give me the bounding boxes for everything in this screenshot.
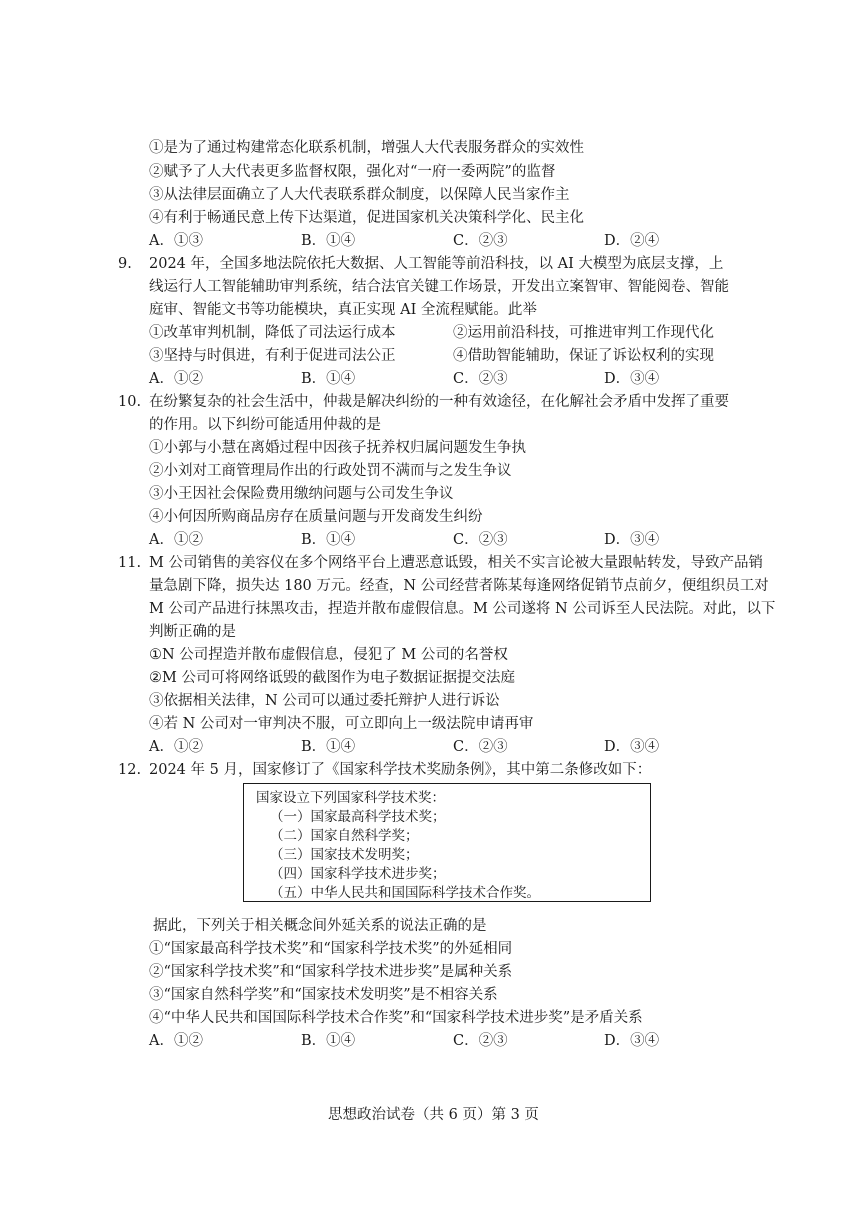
q12-option-c: C．②③ [453,1033,508,1049]
regulation-line-4: （三）国家技术发明奖； [270,847,419,863]
q11-item-3: ③依据相关法律，N 公司可以通过委托辩护人进行诉讼 [149,693,500,709]
q12-option-a: A．①② [149,1033,203,1049]
q9-stem-1: 2024 年，全国多地法院依托大数据、人工智能等前沿科技，以 AI 大模型为底层支撑，上 [149,256,724,272]
q9-option-c: C．②③ [453,371,508,387]
q9-number: 9. [118,256,132,272]
regulation-line-1: 国家设立下列国家科学技术奖： [256,790,445,806]
q12-option-b: B．①④ [301,1033,356,1049]
q11-option-b: B．①④ [301,739,356,755]
q9-option-b: B．①④ [301,371,356,387]
q12-options [0,1031,867,1051]
q11-stem-1: M 公司销售的美容仪在多个网络平台上遭恶意诋毁，相关不实言论被大量跟帖转发，导致产品销 [149,555,763,571]
q11-options [0,737,867,757]
q11-option-d: D．③④ [604,739,660,755]
q10-option-c: C．②③ [453,532,508,548]
q12-item-2: ②“国家科学技术奖”和“国家科学技术进步奖”是属种关系 [149,964,513,980]
q8-item-4: ④有利于畅通民意上传下达渠道，促进国家机关决策科学化、民主化 [149,210,584,226]
regulation-excerpt-box [243,783,651,902]
q9-option-a: A．①② [149,371,203,387]
q10-option-a: A．①② [149,532,203,548]
q9-item-3: ③坚持与时俱进，有利于促进司法公正 [149,348,396,364]
q9-stem-3: 庭审、智能文书等功能模块，真正实现 AI 全流程赋能。此举 [149,302,537,318]
q8-item-3: ③从法律层面确立了人大代表联系群众制度，以保障人民当家作主 [149,187,570,203]
regulation-line-6: （五）中华人民共和国国际科学技术合作奖。 [270,885,540,901]
q10-option-d: D．③④ [604,532,660,548]
q11-stem-4: 判断正确的是 [149,624,236,640]
q11-item-2: ②M 公司可将网络诋毁的截图作为电子数据证据提交法庭 [149,670,515,686]
q9-option-d: D．③④ [604,371,660,387]
q11-item-4: ④若 N 公司对一审判决不服，可立即向上一级法院申请再审 [149,716,534,732]
q11-option-c: C．②③ [453,739,508,755]
q8-option-b: B．①④ [301,233,356,249]
q8-item-2: ②赋予了人大代表更多监督权限，强化对“一府一委两院”的监督 [149,164,556,180]
q8-options [0,231,867,251]
q10-stem-1: 在纷繁复杂的社会生活中，仲裁是解决纠纷的一种有效途径，在化解社会矛盾中发挥了重要 [149,394,729,410]
q12-number: 12. [118,762,142,778]
q11-number: 11. [118,555,142,571]
q9-stem-2: 线运行人工智能辅助审判系统，结合法官关键工作场景，开发出立案智审、智能阅卷、智能 [149,279,729,295]
q10-item-1: ①小郭与小慧在离婚过程中因孩子抚养权归属问题发生争执 [149,440,526,456]
q11-option-a: A．①② [149,739,203,755]
q12-item-4: ④“中华人民共和国国际科学技术合作奖”和“国家科学技术进步奖”是矛盾关系 [149,1010,643,1026]
q10-stem-2: 的作用。以下纠纷可能适用仲裁的是 [149,417,381,433]
q11-stem-2: 量急剧下降，损失达 180 万元。经查，N 公司经营者陈某每逢网络促销节点前夕，便组织员工对 [149,578,769,594]
q12-lead: 据此，下列关于相关概念间外延关系的说法正确的是 [153,918,487,934]
q9-item-2: ②运用前沿科技，可推进审判工作现代化 [453,325,714,341]
q12-item-1: ①“国家最高科学技术奖”和“国家科学技术奖”的外延相同 [149,941,513,957]
q10-item-2: ②小刘对工商管理局作出的行政处罚不满而与之发生争议 [149,463,512,479]
q11-item-1: ①N 公司捏造并散布虚假信息，侵犯了 M 公司的名誉权 [149,647,508,663]
q10-item-3: ③小王因社会保险费用缴纳问题与公司发生争议 [149,486,454,502]
q9-item-4: ④借助智能辅助，保证了诉讼权利的实现 [453,348,714,364]
q8-item-1: ①是为了通过构建常态化联系机制，增强人大代表服务群众的实效性 [149,140,584,156]
q8-option-d: D．②④ [604,233,660,249]
regulation-line-2: （一）国家最高科学技术奖； [270,809,446,825]
page-footer: 思想政治试卷（共 6 页）第 3 页 [328,1107,539,1123]
q12-stem: 2024 年 5 月，国家修订了《国家科学技术奖励条例》，其中第二条修改如下： [149,762,652,778]
q10-item-4: ④小何因所购商品房存在质量问题与开发商发生纠纷 [149,509,483,525]
q12-option-d: D．③④ [604,1033,660,1049]
q12-item-3: ③“国家自然科学奖”和“国家技术发明奖”是不相容关系 [149,987,498,1003]
q10-number: 10. [118,394,142,410]
q10-options [0,530,867,550]
regulation-line-3: （二）国家自然科学奖； [270,828,419,844]
q11-stem-3: M 公司产品进行抹黑攻击，捏造并散布虚假信息。M 公司遂将 N 公司诉至人民法院。对此，以下 [149,601,776,617]
q8-option-a: A．①③ [149,233,203,249]
regulation-line-5: （四）国家科学技术进步奖； [270,866,446,882]
q10-option-b: B．①④ [301,532,356,548]
q8-option-c: C．②③ [453,233,508,249]
q9-options [0,369,867,389]
q9-item-1: ①改革审判机制，降低了司法运行成本 [149,325,396,341]
